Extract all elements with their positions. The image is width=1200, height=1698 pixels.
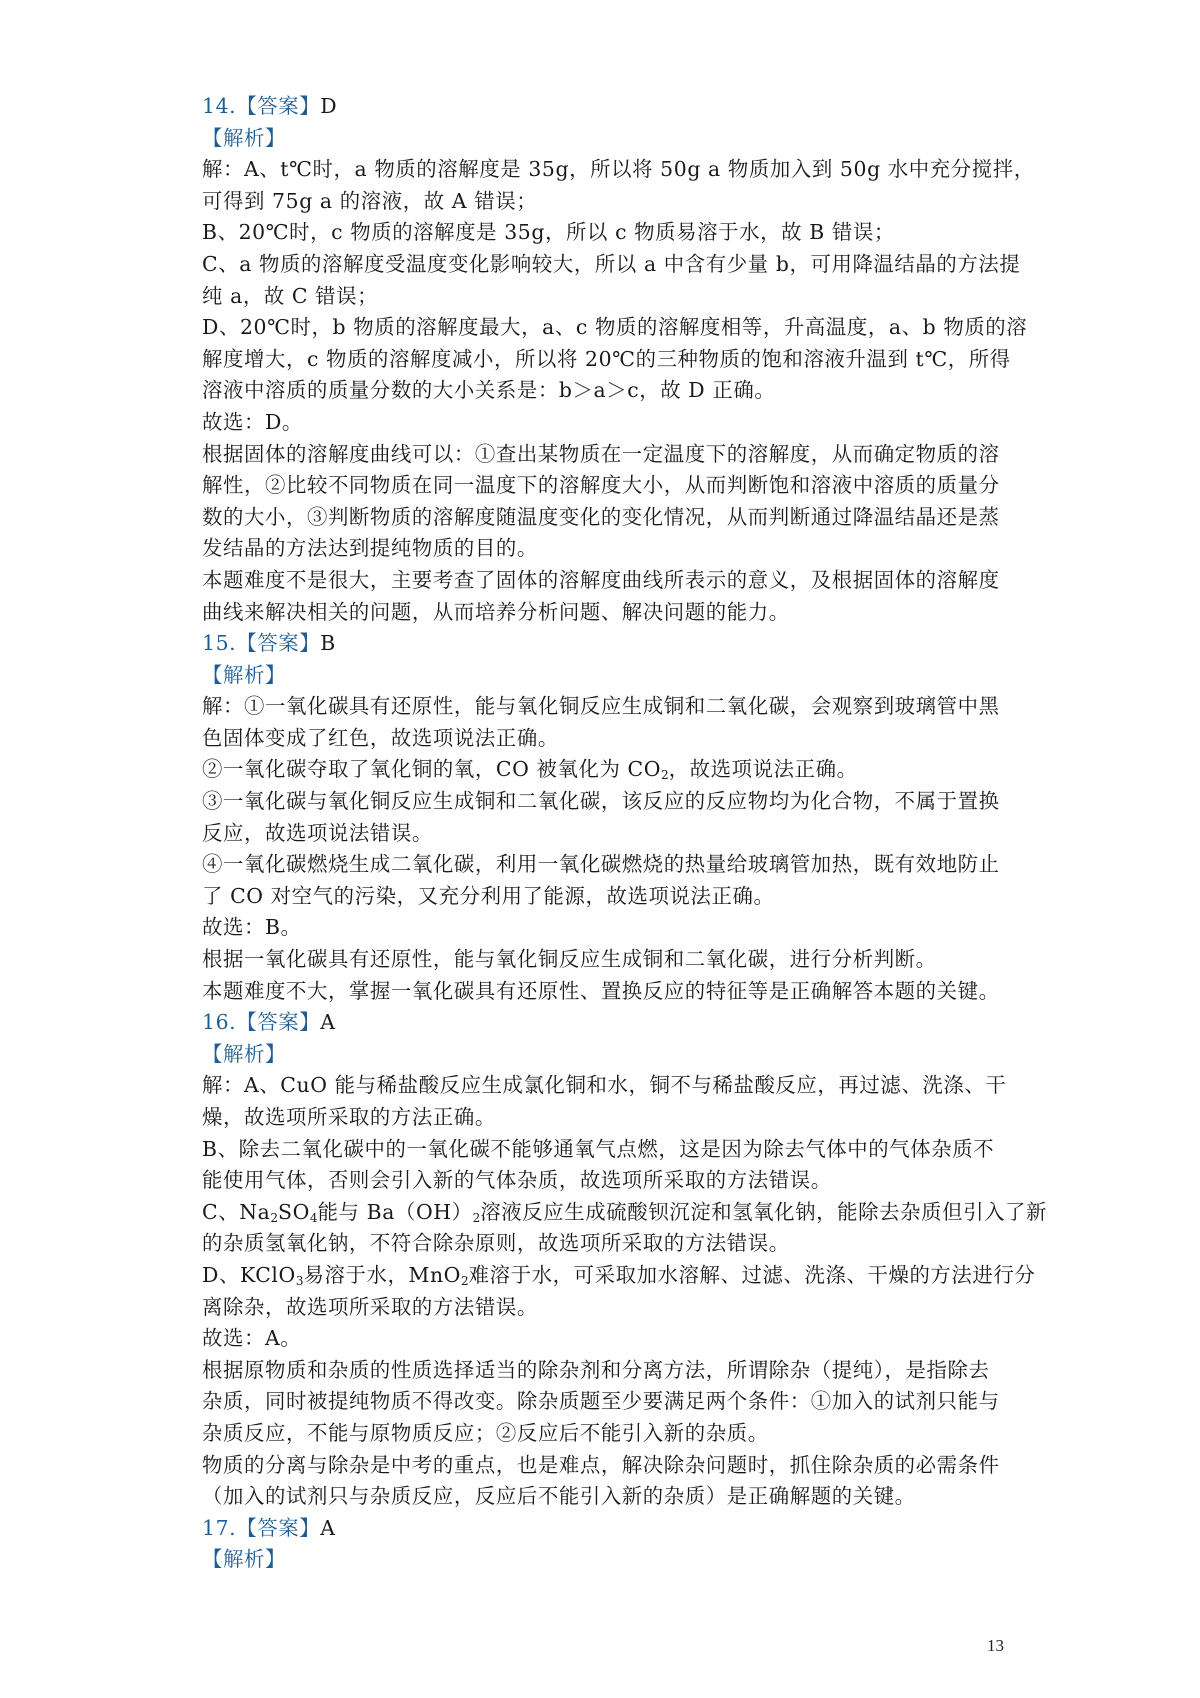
q14-line: B、20℃时，c 物质的溶解度是 35g，所以 c 物质易溶于水，故 B 错误； (202, 220, 895, 245)
q16-line: 燥，故选项所采取的方法正确。 (202, 1105, 496, 1129)
q14-line: 溶液中溶质的质量分数的大小关系是：b＞a＞c，故 D 正确。 (202, 378, 776, 403)
q14-answer: D (320, 94, 338, 118)
q14-line: 数的大小，③判断物质的溶解度随温度变化的变化情况，从而判断通过降温结晶还是蒸 (202, 504, 1000, 529)
mno2-subscript: 2 (461, 1273, 469, 1288)
oh2-subscript: 2 (472, 1210, 481, 1225)
q16-answer-line (202, 1007, 1007, 1039)
q16-line: 杂质，同时被提纯物质不得改变。除杂质题至少要满足两个条件：①加入的试剂只能与 (202, 1389, 1000, 1414)
q14-line: 发结晶的方法达到提纯物质的目的。 (202, 536, 538, 561)
q16-answer-label: 【答案】 (236, 1010, 321, 1035)
q17-answer-label: 【答案】 (236, 1515, 321, 1540)
q15-analysis-label: 【解析】 (202, 662, 286, 687)
q15-answer: B (320, 631, 336, 656)
q14-line: 解：A、t℃时，a 物质的溶解度是 35g，所以将 50g a 物质加入到 50g 水中充分搅拌， (202, 157, 1035, 182)
page-number: 13 (987, 1636, 1004, 1655)
q16-line: B、除去二氧化碳中的一氧化碳不能够通氧气点燃，这是因为除去气体中的气体杂质不 (202, 1136, 995, 1161)
q15-number: 15. (202, 631, 237, 656)
answer-content (202, 91, 1048, 1576)
q15-line: 解：①一氧化碳具有还原性，能与氧化铜反应生成铜和二氧化碳，会观察到玻璃管中黑 (202, 694, 1000, 719)
q16-answer: A (320, 1010, 336, 1035)
q16-d-prefix: D、KClO (202, 1262, 296, 1287)
q14-line: 本题难度不是很大，主要考查了固体的溶解度曲线所表示的意义，及根据固体的溶解度 (202, 567, 1000, 592)
q14-line: 可得到 75g a 的溶液，故 A 错误； (202, 188, 538, 213)
q16-line: （加入的试剂只与杂质反应，反应后不能引入新的杂质）是正确解题的关键。 (202, 1484, 916, 1509)
q16-d-tail: 难溶于水，可采取加水溶解、过滤、洗涤、干燥的方法进行分 (468, 1262, 1036, 1287)
q16-c-ba: 能与 Ba（OH） (317, 1199, 473, 1224)
q14-line: 纯 a，故 C 错误； (202, 283, 379, 308)
q15-line: 根据一氧化碳具有还原性，能与氧化铜反应生成铜和二氧化碳，进行分析判断。 (202, 947, 937, 972)
q16-c-tail: 溶液反应生成硫酸钡沉淀和氢氧化钠，能除去杂质但引入了新 (480, 1199, 1048, 1224)
q14-analysis-label: 【解析】 (202, 125, 286, 150)
q17-analysis-label: 【解析】 (202, 1547, 286, 1572)
q16-line: 根据原物质和杂质的性质选择适当的除杂剂和分离方法，所谓除杂（提纯），是指除去 (202, 1357, 990, 1382)
q16-c-prefix: C、Na (202, 1199, 271, 1224)
q15-answer-line (202, 628, 1007, 660)
q16-line: 解：A、CuO 能与稀盐酸反应生成氯化铜和水，铜不与稀盐酸反应，再过滤、洗涤、干 (202, 1073, 1007, 1098)
q14-line: C、a 物质的溶解度受温度变化影响较大，所以 a 中含有少量 b，可用降温结晶的方法提 (202, 251, 1021, 276)
co2-subscript: 2 (661, 768, 669, 783)
q15-line3-tail: ，故选项说法正确。 (668, 757, 858, 782)
q16-line: 离除杂，故选项所采取的方法错误。 (202, 1294, 538, 1319)
q15-line: ③一氧化碳与氧化铜反应生成铜和二氧化碳，该反应的反应物均为化合物，不属于置换 (202, 789, 1000, 814)
q17-answer: A (320, 1515, 336, 1540)
q16-line-na2so4 (202, 1197, 1048, 1229)
q15-line3-text: ②一氧化碳夺取了氧化铜的氧，CO 被氧化为 CO (202, 757, 662, 782)
q16-line: 故选：A。 (202, 1326, 302, 1351)
q14-line: 解性，②比较不同物质在同一温度下的溶解度大小，从而判断饱和溶液中溶质的质量分 (202, 473, 1000, 498)
q16-c-so: SO (278, 1199, 310, 1224)
q15-line: 反应，故选项说法错误。 (202, 820, 433, 845)
q16-line-kclo3 (202, 1260, 1036, 1292)
q14-line: 曲线来解决相关的问题，从而培养分析问题、解决问题的能力。 (202, 599, 790, 624)
q15-line: 了 CO 对空气的污染，又充分利用了能源，故选项说法正确。 (202, 883, 775, 908)
q15-answer-label: 【答案】 (236, 631, 321, 656)
q15-line: 本题难度不大，掌握一氧化碳具有还原性、置换反应的特征等是正确解答本题的关键。 (202, 978, 1000, 1003)
q16-line: 杂质反应，不能与原物质反应；②反应后不能引入新的杂质。 (202, 1420, 769, 1445)
q16-analysis-label: 【解析】 (202, 1041, 286, 1066)
q14-answer-label: 【答案】 (236, 94, 321, 118)
q15-line: 色固体变成了红色，故选项说法正确。 (202, 725, 559, 750)
q15-line: 故选：B。 (202, 915, 302, 940)
q14-line: 根据固体的溶解度曲线可以：①查出某物质在一定温度下的溶解度，从而确定物质的溶 (202, 441, 1000, 466)
q14-line: 故选：D。 (202, 409, 303, 434)
clo3-subscript: 3 (295, 1273, 304, 1288)
q14-answer-line (202, 91, 1007, 123)
q16-line: 物质的分离与除杂是中考的重点，也是难点，解决除杂问题时，抓住除杂质的必需条件 (202, 1452, 1000, 1477)
q14-line: 解度增大，c 物质的溶解度减小，所以将 20℃的三种物质的饱和溶液升温到 t℃，所得 (202, 346, 1011, 371)
q16-number: 16. (202, 1010, 237, 1035)
q16-d-mno: 易溶于水，MnO (303, 1262, 461, 1287)
q16-line: 能使用气体，否则会引入新的气体杂质，故选项所采取的方法错误。 (202, 1168, 832, 1193)
na2-subscript: 2 (270, 1210, 279, 1225)
q17-answer-line (202, 1513, 1007, 1545)
q17-number: 17. (202, 1515, 237, 1540)
q14-number: 14. (202, 94, 237, 118)
q14-line: D、20℃时，b 物质的溶解度最大，a、c 物质的溶解度相等，升高温度，a、b 物质的溶 (202, 315, 1028, 340)
q15-line: ④一氧化碳燃烧生成二氧化碳，利用一氧化碳燃烧的热量给玻璃管加热，既有效地防止 (202, 852, 1000, 877)
q16-line: 的杂质氢氧化钠，不符合除杂原则，故选项所采取的方法错误。 (202, 1231, 790, 1256)
so4-subscript: 4 (309, 1210, 318, 1225)
q15-line-co2 (202, 754, 1007, 786)
